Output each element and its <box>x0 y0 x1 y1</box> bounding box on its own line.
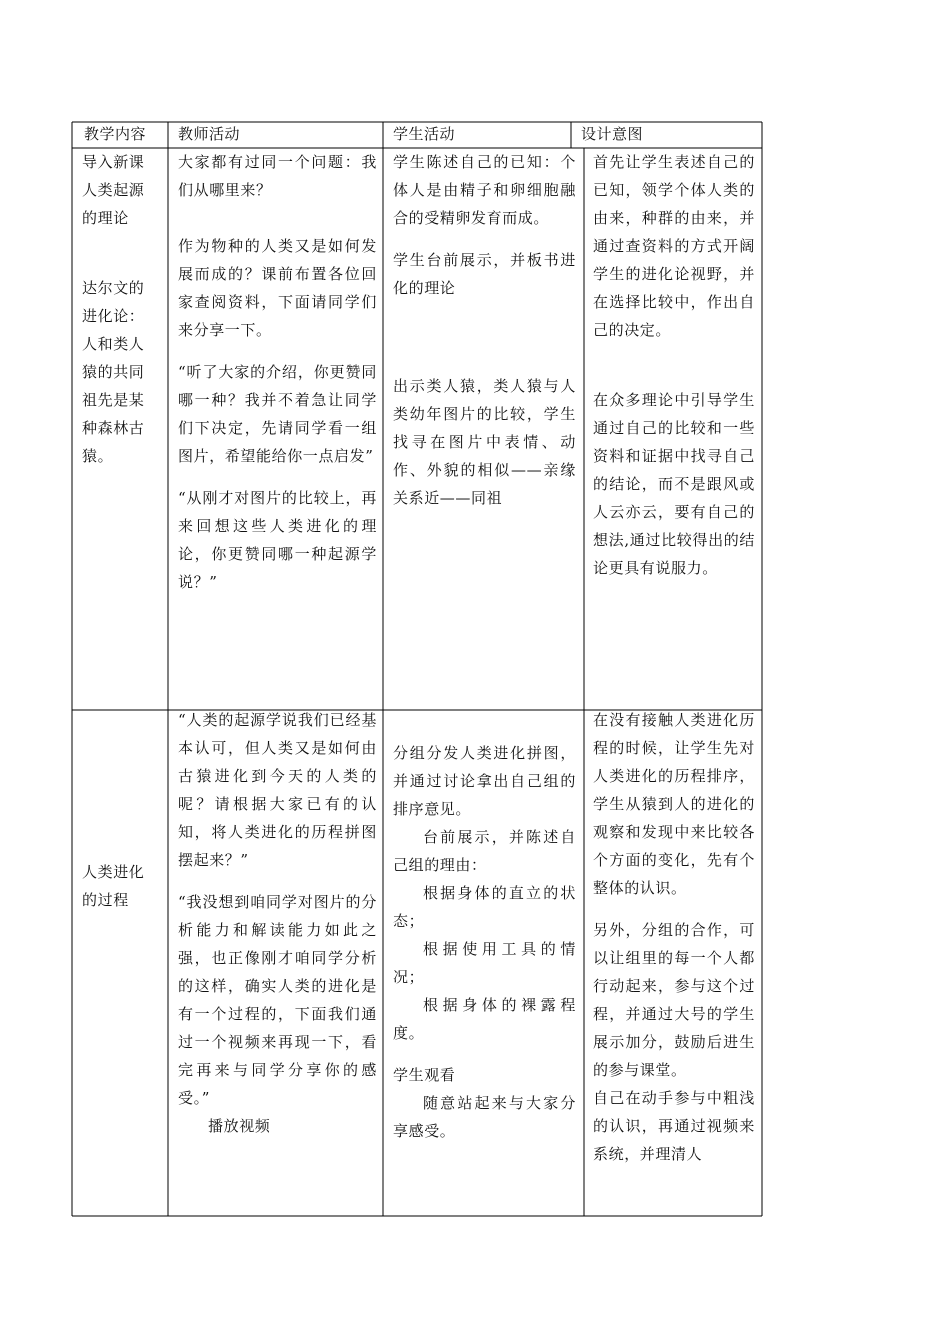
content-line: 猿的共同 <box>82 363 145 381</box>
row2-content-cell <box>82 858 162 914</box>
student-paragraph: 根据使用工具的情况； <box>393 940 576 986</box>
student-paragraph: 学生台前展示，并板书进化的理论 <box>393 251 576 297</box>
design-paragraph: 在众多理论中引导学生通过自己的比较和一些资料和证据中找寻自己的结论，而不是跟风或人云亦云，要有自己的想法,通过比较得出的结论更具有说服力。 <box>593 391 755 577</box>
content-line: 导入新课 <box>82 153 145 171</box>
student-paragraph: 学生陈述自己的已知：个体人是由精子和卵细胞融合的受精卵发育而成。 <box>393 153 576 227</box>
row2-student-cell <box>393 739 576 1145</box>
teacher-paragraph: 大家都有过同一个问题：我们从哪里来？ <box>178 153 377 199</box>
student-paragraph: 分组分发人类进化拼图，并通过讨论拿出自己组的排序意见。 <box>393 744 576 818</box>
content-line: 祖先是某 <box>82 391 145 409</box>
row1-content-cell <box>82 148 162 470</box>
student-paragraph: 台前展示，并陈述自己组的理由： <box>393 828 576 874</box>
design-paragraph: 首先让学生表述自己的已知，领学个体人类的由来，种群的由来，并通过查资料的方式开阔学生的进化论视野，并在选择比较中，作出自己的决定。 <box>593 153 755 339</box>
student-paragraph: 出示类人猿，类人猿与人类幼年图片的比较，学生找寻在图片中表情、动作、外貌的相似——亲缘关系近——同祖 <box>393 377 576 507</box>
teacher-paragraph: 播放视频 <box>208 1117 271 1135</box>
content-line: 种森林古 <box>82 419 145 437</box>
student-paragraph: 根据身体的裸露程度。 <box>393 996 576 1042</box>
teacher-paragraph: “从刚才对图片的比较上，再来回想这些人类进化的理论，你更赞同哪一种起源学说？” <box>178 489 377 591</box>
row2-teacher-cell <box>178 706 377 1140</box>
student-paragraph: 学生观看 <box>393 1066 456 1084</box>
student-paragraph: 随意站起来与大家分享感受。 <box>393 1094 576 1140</box>
content-spacer <box>82 232 162 274</box>
content-line: 人和类人 <box>82 335 145 353</box>
content-line: 的过程 <box>82 891 129 909</box>
teacher-paragraph: “人类的起源学说我们已经基本认可，但人类又是如何由古猿进化到今天的人类的呢？请根据大家已有的认知，将人类进化的历程拼图摆起来？” <box>178 711 377 869</box>
row1-student-cell <box>393 148 576 512</box>
content-line: 的理论 <box>82 209 129 227</box>
design-paragraph: 另外，分组的合作，可以让组里的每一个人都行动起来，参与这个过程，并通过大号的学生展示加分，鼓励后进生的参与课堂。 <box>593 921 755 1079</box>
header-teacher: 教师活动 <box>178 125 241 143</box>
design-paragraph: 自己在动手参与中粗浅的认识，再通过视频来系统，并理清人 <box>593 1089 755 1163</box>
content-line: 进化论： <box>82 307 145 325</box>
header-content: 教学内容 <box>84 125 147 143</box>
student-paragraph: 根据身体的直立的状态； <box>393 884 576 930</box>
row2-design-cell <box>593 706 755 1168</box>
row1-teacher-cell <box>178 148 377 596</box>
row1-design-cell <box>593 148 755 582</box>
teacher-paragraph: 作为物种的人类又是如何发展而成的？课前布置各位回家查阅资料，下面请同学们来分享一下。 <box>178 237 377 339</box>
design-paragraph: 在没有接触人类进化历程的时候，让学生先对人类进化的历程排序，学生从猿到人的进化的观察和发现中来比较各个方面的变化，先有个整体的认识。 <box>593 711 755 897</box>
content-line: 达尔文的 <box>82 279 145 297</box>
content-line: 人类进化 <box>82 863 145 881</box>
header-design: 设计意图 <box>581 125 644 143</box>
header-student: 学生活动 <box>393 125 456 143</box>
content-line: 人类起源 <box>82 181 145 199</box>
teacher-paragraph: “我没想到咱同学对图片的分析能力和解读能力如此之强，也正像刚才咱同学分析的这样，确实人类的进化是有一个过程的，下面我们通过一个视频来再现一下，看完再来与同学分享你的感受。” <box>178 893 377 1107</box>
content-line: 猿。 <box>82 447 114 465</box>
teacher-paragraph: “听了大家的介绍，你更赞同哪一种？我并不着急让同学们下决定，先请同学看一组图片，希望能给你一点启发” <box>178 363 377 465</box>
